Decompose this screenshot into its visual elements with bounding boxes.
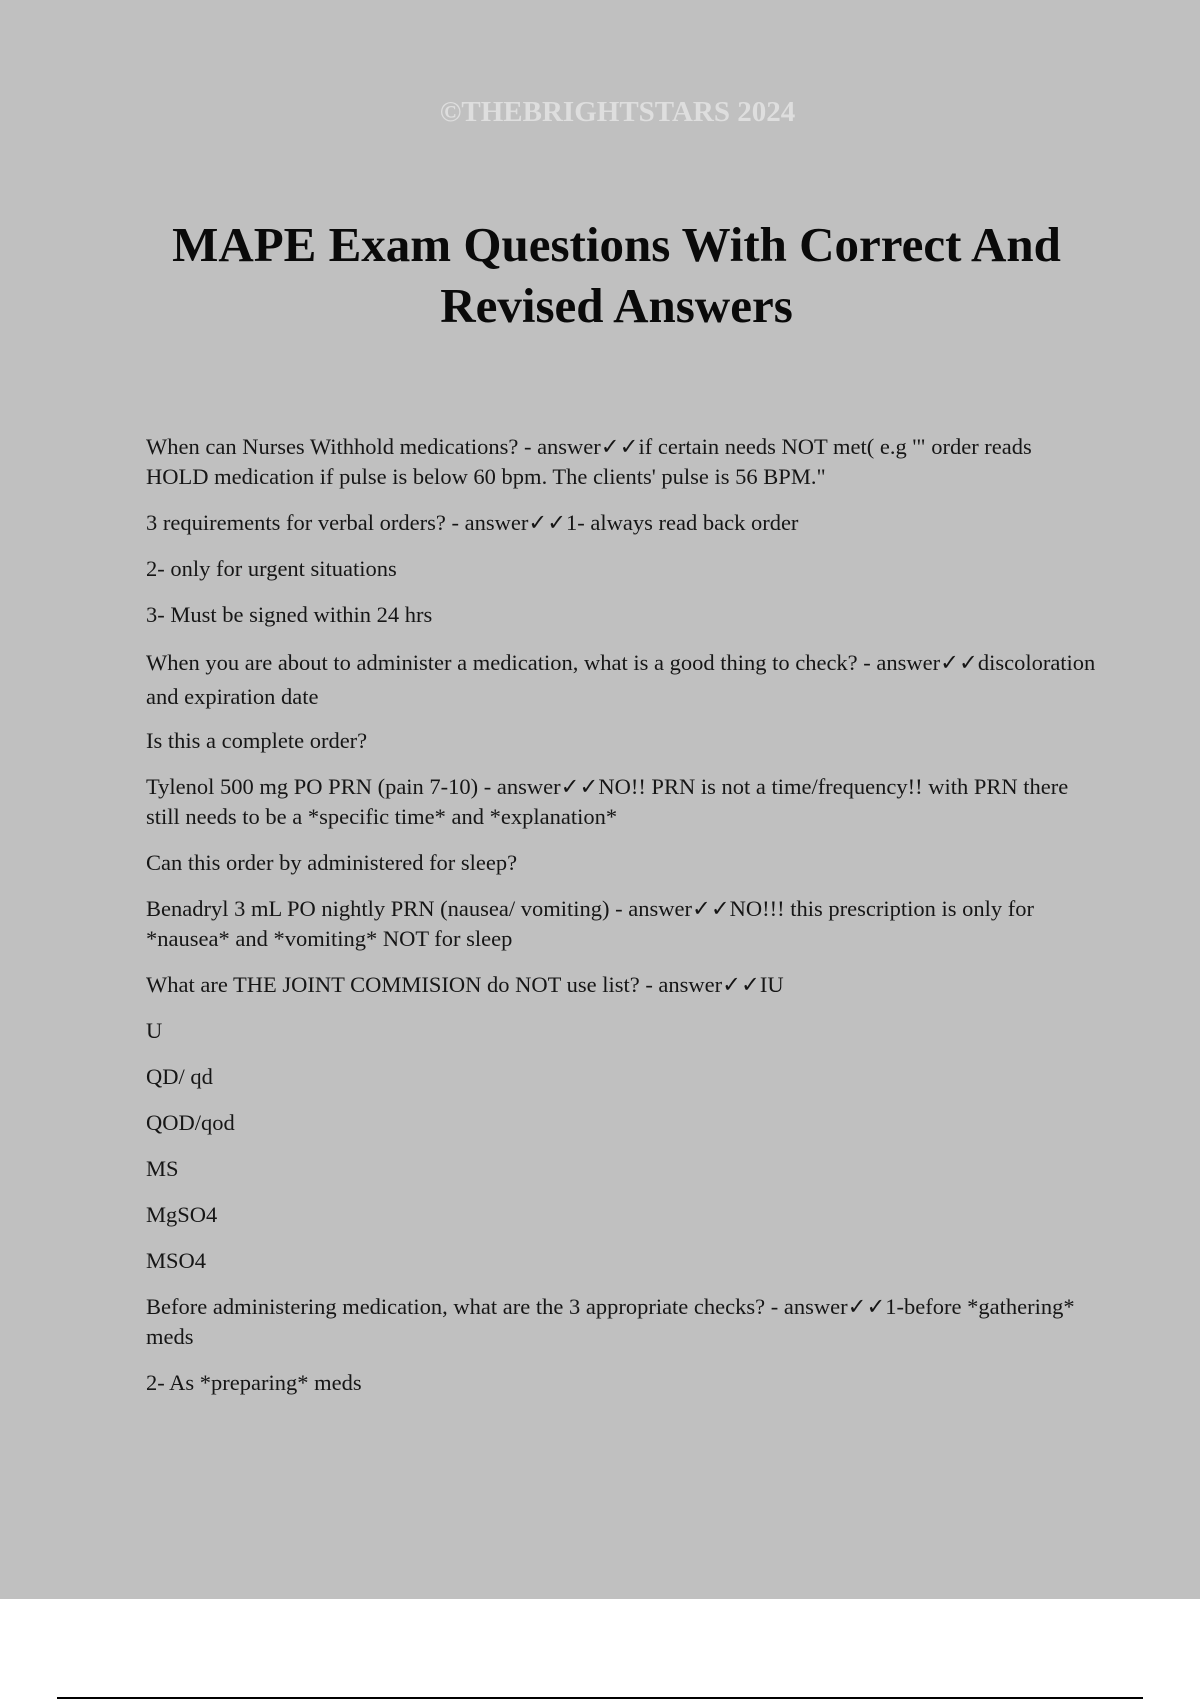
paragraph: MgSO4: [146, 1202, 218, 1227]
paragraph: U: [146, 1018, 163, 1043]
paragraph: MSO4: [146, 1248, 207, 1273]
paragraph: Tylenol 500 mg PO PRN (pain 7-10) - answer✓✓NO!! PRN is not a time/frequency!! with PRN there still needs to be a *specific time* and *explanation*: [146, 774, 1069, 829]
paragraph: What are THE JOINT COMMISION do NOT use list? - answer✓✓IU: [146, 972, 784, 997]
paragraph: Before administering medication, what are the 3 appropriate checks? - answer✓✓1-before *gathering* meds: [146, 1294, 1075, 1349]
paragraph: 2- only for urgent situations: [146, 556, 397, 581]
watermark: ©THEBRIGHTSTARS 2024: [439, 96, 796, 128]
paragraph: 3 requirements for verbal orders? - answer✓✓1- always read back order: [146, 510, 799, 535]
paragraph: Benadryl 3 mL PO nightly PRN (nausea/ vomiting) - answer✓✓NO!!! this prescription is only for *nausea* and *vomiting* NOT for sleep: [146, 896, 1034, 951]
document-title: MAPE Exam Questions With Correct And Revised Answers: [172, 217, 1061, 333]
footer-divider: [57, 1697, 1143, 1699]
paragraph: 3- Must be signed within 24 hrs: [146, 602, 433, 627]
paragraph: Can this order by administered for sleep?: [146, 850, 518, 875]
paragraph: When you are about to administer a medication, what is a good thing to check? - answer✓✓discoloration and expiration date: [146, 650, 1096, 709]
paragraph: MS: [146, 1156, 179, 1181]
paragraph: QD/ qd: [146, 1064, 213, 1089]
paragraph: QOD/qod: [146, 1110, 235, 1135]
paragraph: Is this a complete order?: [146, 728, 368, 753]
paragraph: 2- As *preparing* meds: [146, 1370, 362, 1395]
paragraph: When can Nurses Withhold medications? - answer✓✓if certain needs NOT met( e.g '" order reads HOLD medication if pulse is below 60 bpm. The clients' pulse is 56 BPM.": [146, 434, 1032, 489]
document-body: [146, 432, 1096, 1414]
